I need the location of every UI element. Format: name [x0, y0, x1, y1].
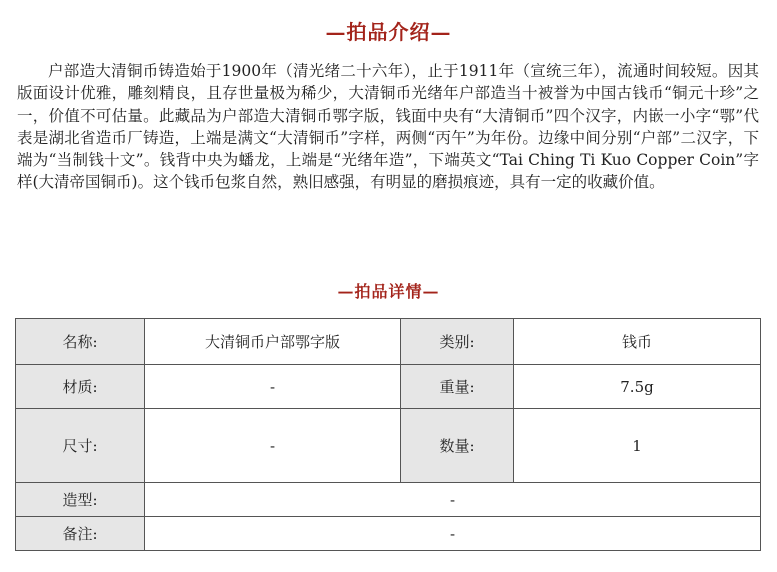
shape-value: -	[145, 483, 761, 517]
shape-label: 造型:	[16, 483, 145, 517]
table-row	[16, 517, 761, 551]
table-row	[16, 483, 761, 517]
size-label: 尺寸:	[16, 409, 145, 483]
remark-label: 备注:	[16, 517, 145, 551]
table-row	[16, 409, 761, 483]
weight-label: 重量:	[401, 365, 514, 409]
weight-value: 7.5g	[514, 365, 761, 409]
name-label: 名称:	[16, 319, 145, 365]
remark-value: -	[145, 517, 761, 551]
material-value: -	[145, 365, 401, 409]
intro-title: —拍品介绍—	[325, 20, 452, 44]
category-label: 类别:	[401, 319, 514, 365]
intro-paragraph: 户部造大清铜币铸造始于1900年（清光绪二十六年），止于1911年（宣统三年），流通时间较短。因其版面设计优雅，雕刻精良，且存世量极为稀少，大清铜币光绪年户部造当十被誉为中国古钱币“铜元十珍”之一，价值不可估量。此藏品为户部造大清铜币鄂字版，钱面中央有“大清铜币”四个汉字，内嵌一小字“鄂”代表是湖北省造币厂铸造，上端是满文“大清铜币”字样，两侧“丙午”为年份。边缘中间分别“户部”二汉字，下端为“当制钱十文”。钱背中央为蟠龙，上端是“光绪年造”，下端英文“Tai Ching Ti Kuo Copper Coin”字样(大清帝国铜币)。这个钱币包浆自然，熟旧感强，有明显的磨损痕迹，具有一定的收藏价值。	[17, 62, 759, 192]
details-title: —拍品详情—	[337, 282, 440, 301]
material-label: 材质:	[16, 365, 145, 409]
table-row	[16, 319, 761, 365]
name-value: 大清铜币户部鄂字版	[145, 319, 401, 365]
category-value: 钱币	[514, 319, 761, 365]
quantity-value: 1	[514, 409, 761, 483]
quantity-label: 数量:	[401, 409, 514, 483]
details-table	[15, 318, 761, 551]
table-row	[16, 365, 761, 409]
size-value: -	[145, 409, 401, 483]
